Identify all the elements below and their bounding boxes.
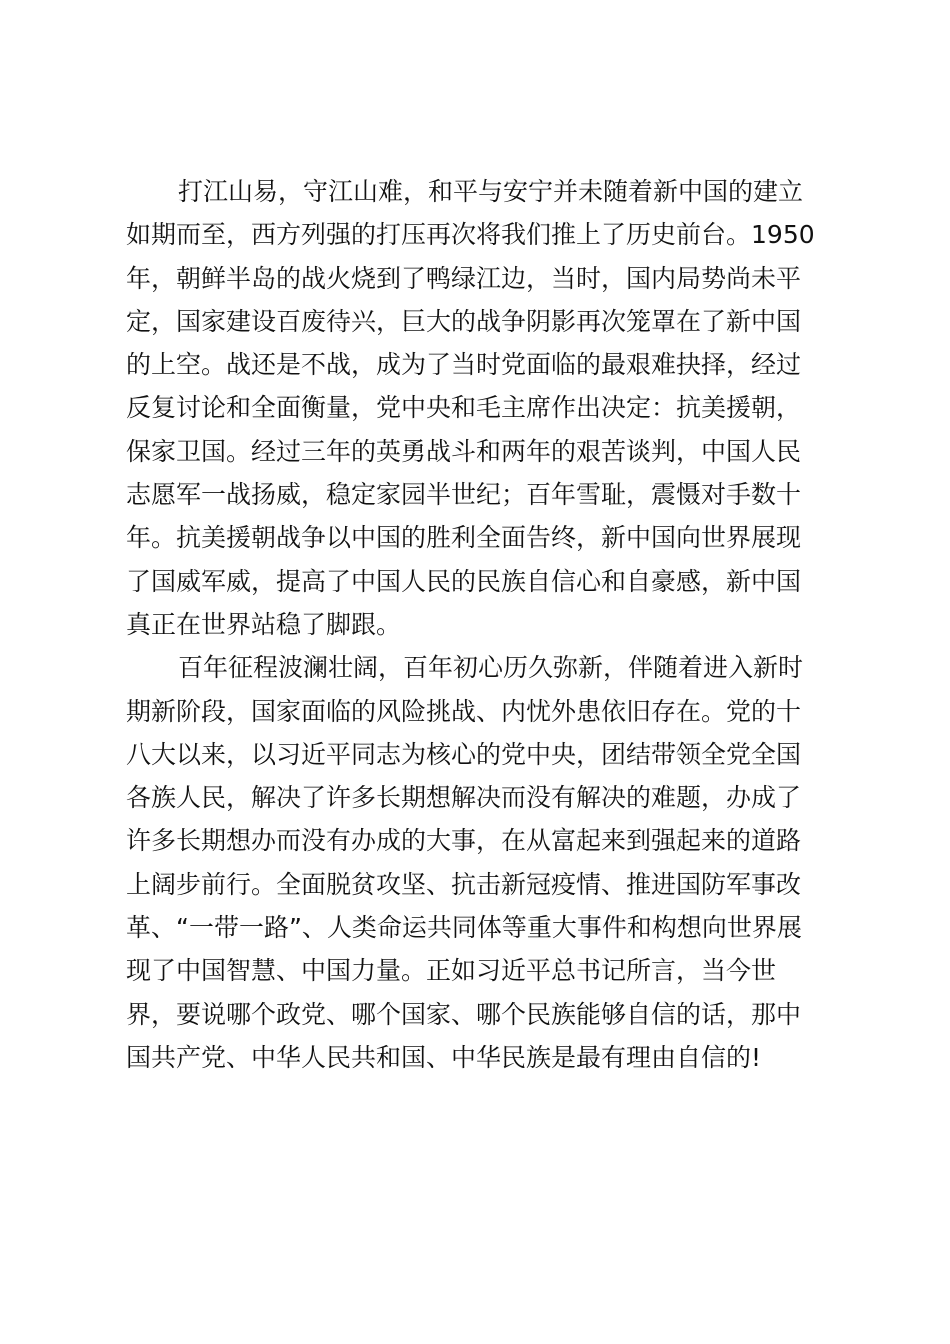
paragraph-1-line-3: 年，朝鲜半岛的战火烧到了鸭绿江边，当时，国内局势尚未平 xyxy=(126,263,802,293)
paragraph-1-line-7: 保家卫国。经过三年的英勇战斗和两年的艰苦谈判，中国人民 xyxy=(126,436,802,466)
paragraph-1-line-1: 打江山易，守江山难，和平与安宁并未随着新中国的建立 xyxy=(178,177,804,206)
paragraph-2-line-5: 许多长期想办而没有办成的大事，在从富起来到强起来的道路 xyxy=(126,826,802,856)
paragraph-1-line-10: 了国威军威，提高了中国人民的民族自信心和自豪感，新中国 xyxy=(126,566,802,596)
paragraph-2-line-7: 革、“一带一路”、人类命运共同体等重大事件和构想向世界展 xyxy=(126,913,802,943)
body-text xyxy=(126,170,832,1079)
paragraph-1-line-11: 真正在世界站稳了脚跟。 xyxy=(126,609,402,639)
paragraph-2-line-9: 界，要说哪个政党、哪个国家、哪个民族能够自信的话，那中 xyxy=(126,999,802,1029)
paragraph-2-line-6: 上阔步前行。全面脱贫攻坚、抗击新冠疫情、推进国防军事改 xyxy=(126,869,802,899)
paragraph-2-line-10: 国共产党、中华人民共和国、中华民族是最有理由自信的! xyxy=(126,1042,762,1072)
paragraph-2-line-4: 各族人民，解决了许多长期想解决而没有解决的难题，办成了 xyxy=(126,783,802,813)
paragraph-2-line-8: 现了中国智慧、中国力量。正如习近平总书记所言，当今世 xyxy=(126,956,777,986)
paragraph-2-line-3: 八大以来，以习近平同志为核心的党中央，团结带领全党全国 xyxy=(126,739,802,769)
paragraph-1-line-2: 如期而至，西方列强的打压再次将我们推上了历史前台。1950 xyxy=(126,220,815,250)
paragraph-1-line-6: 反复讨论和全面衡量，党中央和毛主席作出决定：抗美援朝， xyxy=(126,393,802,423)
paragraph-2-line-2: 期新阶段，国家面临的风险挑战、内忧外患依旧存在。党的十 xyxy=(126,696,802,726)
paragraph-1-line-5: 的上空。战还是不战，成为了当时党面临的最艰难抉择，经过 xyxy=(126,350,802,380)
paragraph-2-line-1: 百年征程波澜壮阔，百年初心历久弥新，伴随着进入新时 xyxy=(178,653,804,683)
paragraph-1-line-8: 志愿军一战扬威，稳定家园半世纪；百年雪耻，震慑对手数十 xyxy=(126,480,802,510)
paragraph-1-line-9: 年。抗美援朝战争以中国的胜利全面告终，新中国向世界展现 xyxy=(126,523,802,553)
paragraph-1-line-4: 定，国家建设百废待兴，巨大的战争阴影再次笼罩在了新中国 xyxy=(126,306,802,336)
